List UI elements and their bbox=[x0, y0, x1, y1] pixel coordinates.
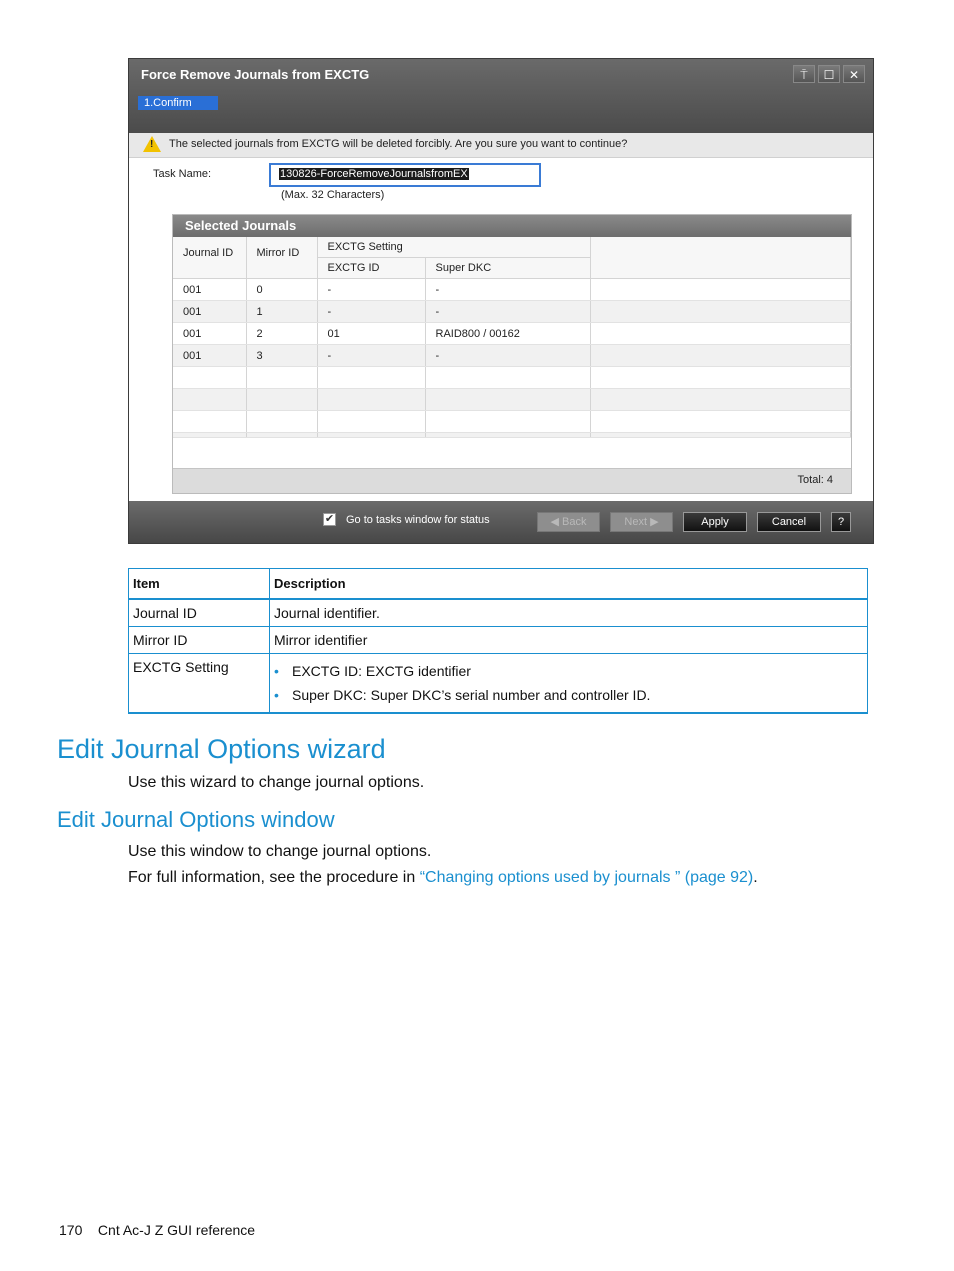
warning-icon bbox=[143, 136, 161, 152]
table-footer bbox=[173, 468, 851, 493]
reference-prefix: For full information, see the procedure in bbox=[128, 869, 420, 886]
cell-journal-id: 001 bbox=[173, 301, 246, 323]
table-row bbox=[129, 627, 868, 654]
cell-super-dkc: - bbox=[425, 279, 590, 301]
col-mirror-id[interactable]: Mirror ID bbox=[246, 237, 317, 279]
go-to-tasks-label: Go to tasks window for status bbox=[346, 514, 490, 526]
task-name-label: Task Name: bbox=[153, 168, 212, 180]
header-description: Description bbox=[270, 569, 868, 600]
task-name-hint: (Max. 32 Characters) bbox=[281, 189, 385, 201]
cell-exctg-id: - bbox=[317, 301, 425, 323]
table-row bbox=[129, 599, 868, 627]
cell-mirror-id: 1 bbox=[246, 301, 317, 323]
dialog-titlebar bbox=[129, 59, 873, 133]
col-super-dkc[interactable]: Super DKC bbox=[425, 258, 590, 279]
pin-icon[interactable]: ⍑ bbox=[793, 65, 815, 83]
section-text-wizard: Use this wizard to change journal options. bbox=[128, 774, 425, 791]
header-item: Item bbox=[129, 569, 270, 600]
cell-empty bbox=[590, 279, 850, 301]
cell-super-dkc: - bbox=[425, 301, 590, 323]
total-count: Total: 4 bbox=[797, 474, 833, 486]
maximize-icon[interactable]: ☐ bbox=[818, 65, 840, 83]
cell-journal-id: 001 bbox=[173, 279, 246, 301]
list-item: • Super DKC: Super DKC’s serial number and controller ID. bbox=[292, 687, 863, 703]
section-heading-wizard: Edit Journal Options wizard bbox=[57, 734, 386, 764]
page-footer bbox=[59, 1222, 255, 1238]
cell-mirror-id: 2 bbox=[246, 323, 317, 345]
selected-journals-table bbox=[173, 237, 851, 438]
cell-empty bbox=[590, 323, 850, 345]
task-name-input[interactable] bbox=[269, 163, 541, 187]
cell-super-dkc: - bbox=[425, 345, 590, 367]
row-description: Journal identifier. bbox=[270, 599, 868, 627]
cell-exctg-id: 01 bbox=[317, 323, 425, 345]
selected-journals-title: Selected Journals bbox=[173, 215, 851, 237]
col-exctg-id[interactable]: EXCTG ID bbox=[317, 258, 425, 279]
help-button[interactable]: ? bbox=[831, 512, 851, 532]
force-remove-dialog bbox=[128, 58, 874, 544]
col-empty-header bbox=[590, 237, 850, 279]
table-row[interactable] bbox=[173, 301, 851, 323]
row-description-list bbox=[270, 654, 868, 714]
go-to-tasks-checkbox[interactable]: ✔ bbox=[324, 513, 335, 525]
step-tab-confirm[interactable]: 1.Confirm bbox=[138, 96, 218, 110]
warning-row bbox=[129, 133, 873, 158]
empty-row bbox=[173, 367, 851, 389]
col-journal-id[interactable]: Journal ID bbox=[173, 237, 246, 279]
cell-empty bbox=[590, 301, 850, 323]
warning-text: The selected journals from EXCTG will be deleted forcibly. Are you sure you want to continue? bbox=[169, 138, 628, 150]
cell-super-dkc: RAID800 / 00162 bbox=[425, 323, 590, 345]
task-name-value: 130826-ForceRemoveJournalsfromEX bbox=[280, 168, 468, 180]
empty-row bbox=[173, 389, 851, 411]
row-item: Mirror ID bbox=[129, 627, 270, 654]
changing-options-link[interactable]: “Changing options used by journals ” (page 92) bbox=[419, 869, 754, 886]
cell-empty bbox=[590, 345, 850, 367]
row-item: EXCTG Setting bbox=[129, 654, 270, 714]
row-description: Mirror identifier bbox=[270, 627, 868, 654]
table-row[interactable] bbox=[173, 279, 851, 301]
table-row[interactable] bbox=[173, 345, 851, 367]
page-number: 170 bbox=[59, 1222, 83, 1238]
cancel-button[interactable]: Cancel bbox=[757, 512, 821, 532]
next-button[interactable]: Next ▶ bbox=[610, 512, 673, 532]
apply-button[interactable]: Apply bbox=[683, 512, 747, 532]
window-buttons bbox=[793, 65, 865, 83]
cell-exctg-id: - bbox=[317, 279, 425, 301]
footer-title: Cnt Ac-J Z GUI reference bbox=[97, 1222, 256, 1238]
close-icon[interactable]: ✕ bbox=[843, 65, 865, 83]
selected-journals-panel bbox=[172, 214, 852, 494]
empty-row bbox=[173, 433, 851, 438]
description-table bbox=[128, 568, 868, 714]
col-exctg-setting: EXCTG Setting bbox=[317, 237, 590, 258]
cell-journal-id: 001 bbox=[173, 345, 246, 367]
dialog-button-bar bbox=[129, 501, 873, 543]
back-button[interactable]: ◀ Back bbox=[537, 512, 600, 532]
cell-mirror-id: 3 bbox=[246, 345, 317, 367]
table-row[interactable] bbox=[173, 323, 851, 345]
cell-journal-id: 001 bbox=[173, 323, 246, 345]
cell-mirror-id: 0 bbox=[246, 279, 317, 301]
empty-row bbox=[173, 411, 851, 433]
table-row bbox=[129, 654, 868, 714]
reference-suffix: . bbox=[753, 869, 758, 886]
row-item: Journal ID bbox=[129, 599, 270, 627]
section-text-reference bbox=[128, 869, 758, 887]
dialog-title: Force Remove Journals from EXCTG bbox=[141, 67, 370, 82]
section-text-window: Use this window to change journal options. bbox=[128, 843, 432, 860]
warning-icon-mark: ! bbox=[150, 139, 154, 150]
section-heading-window: Edit Journal Options window bbox=[57, 807, 335, 832]
list-item: • EXCTG ID: EXCTG identifier bbox=[292, 663, 863, 679]
cell-exctg-id: - bbox=[317, 345, 425, 367]
